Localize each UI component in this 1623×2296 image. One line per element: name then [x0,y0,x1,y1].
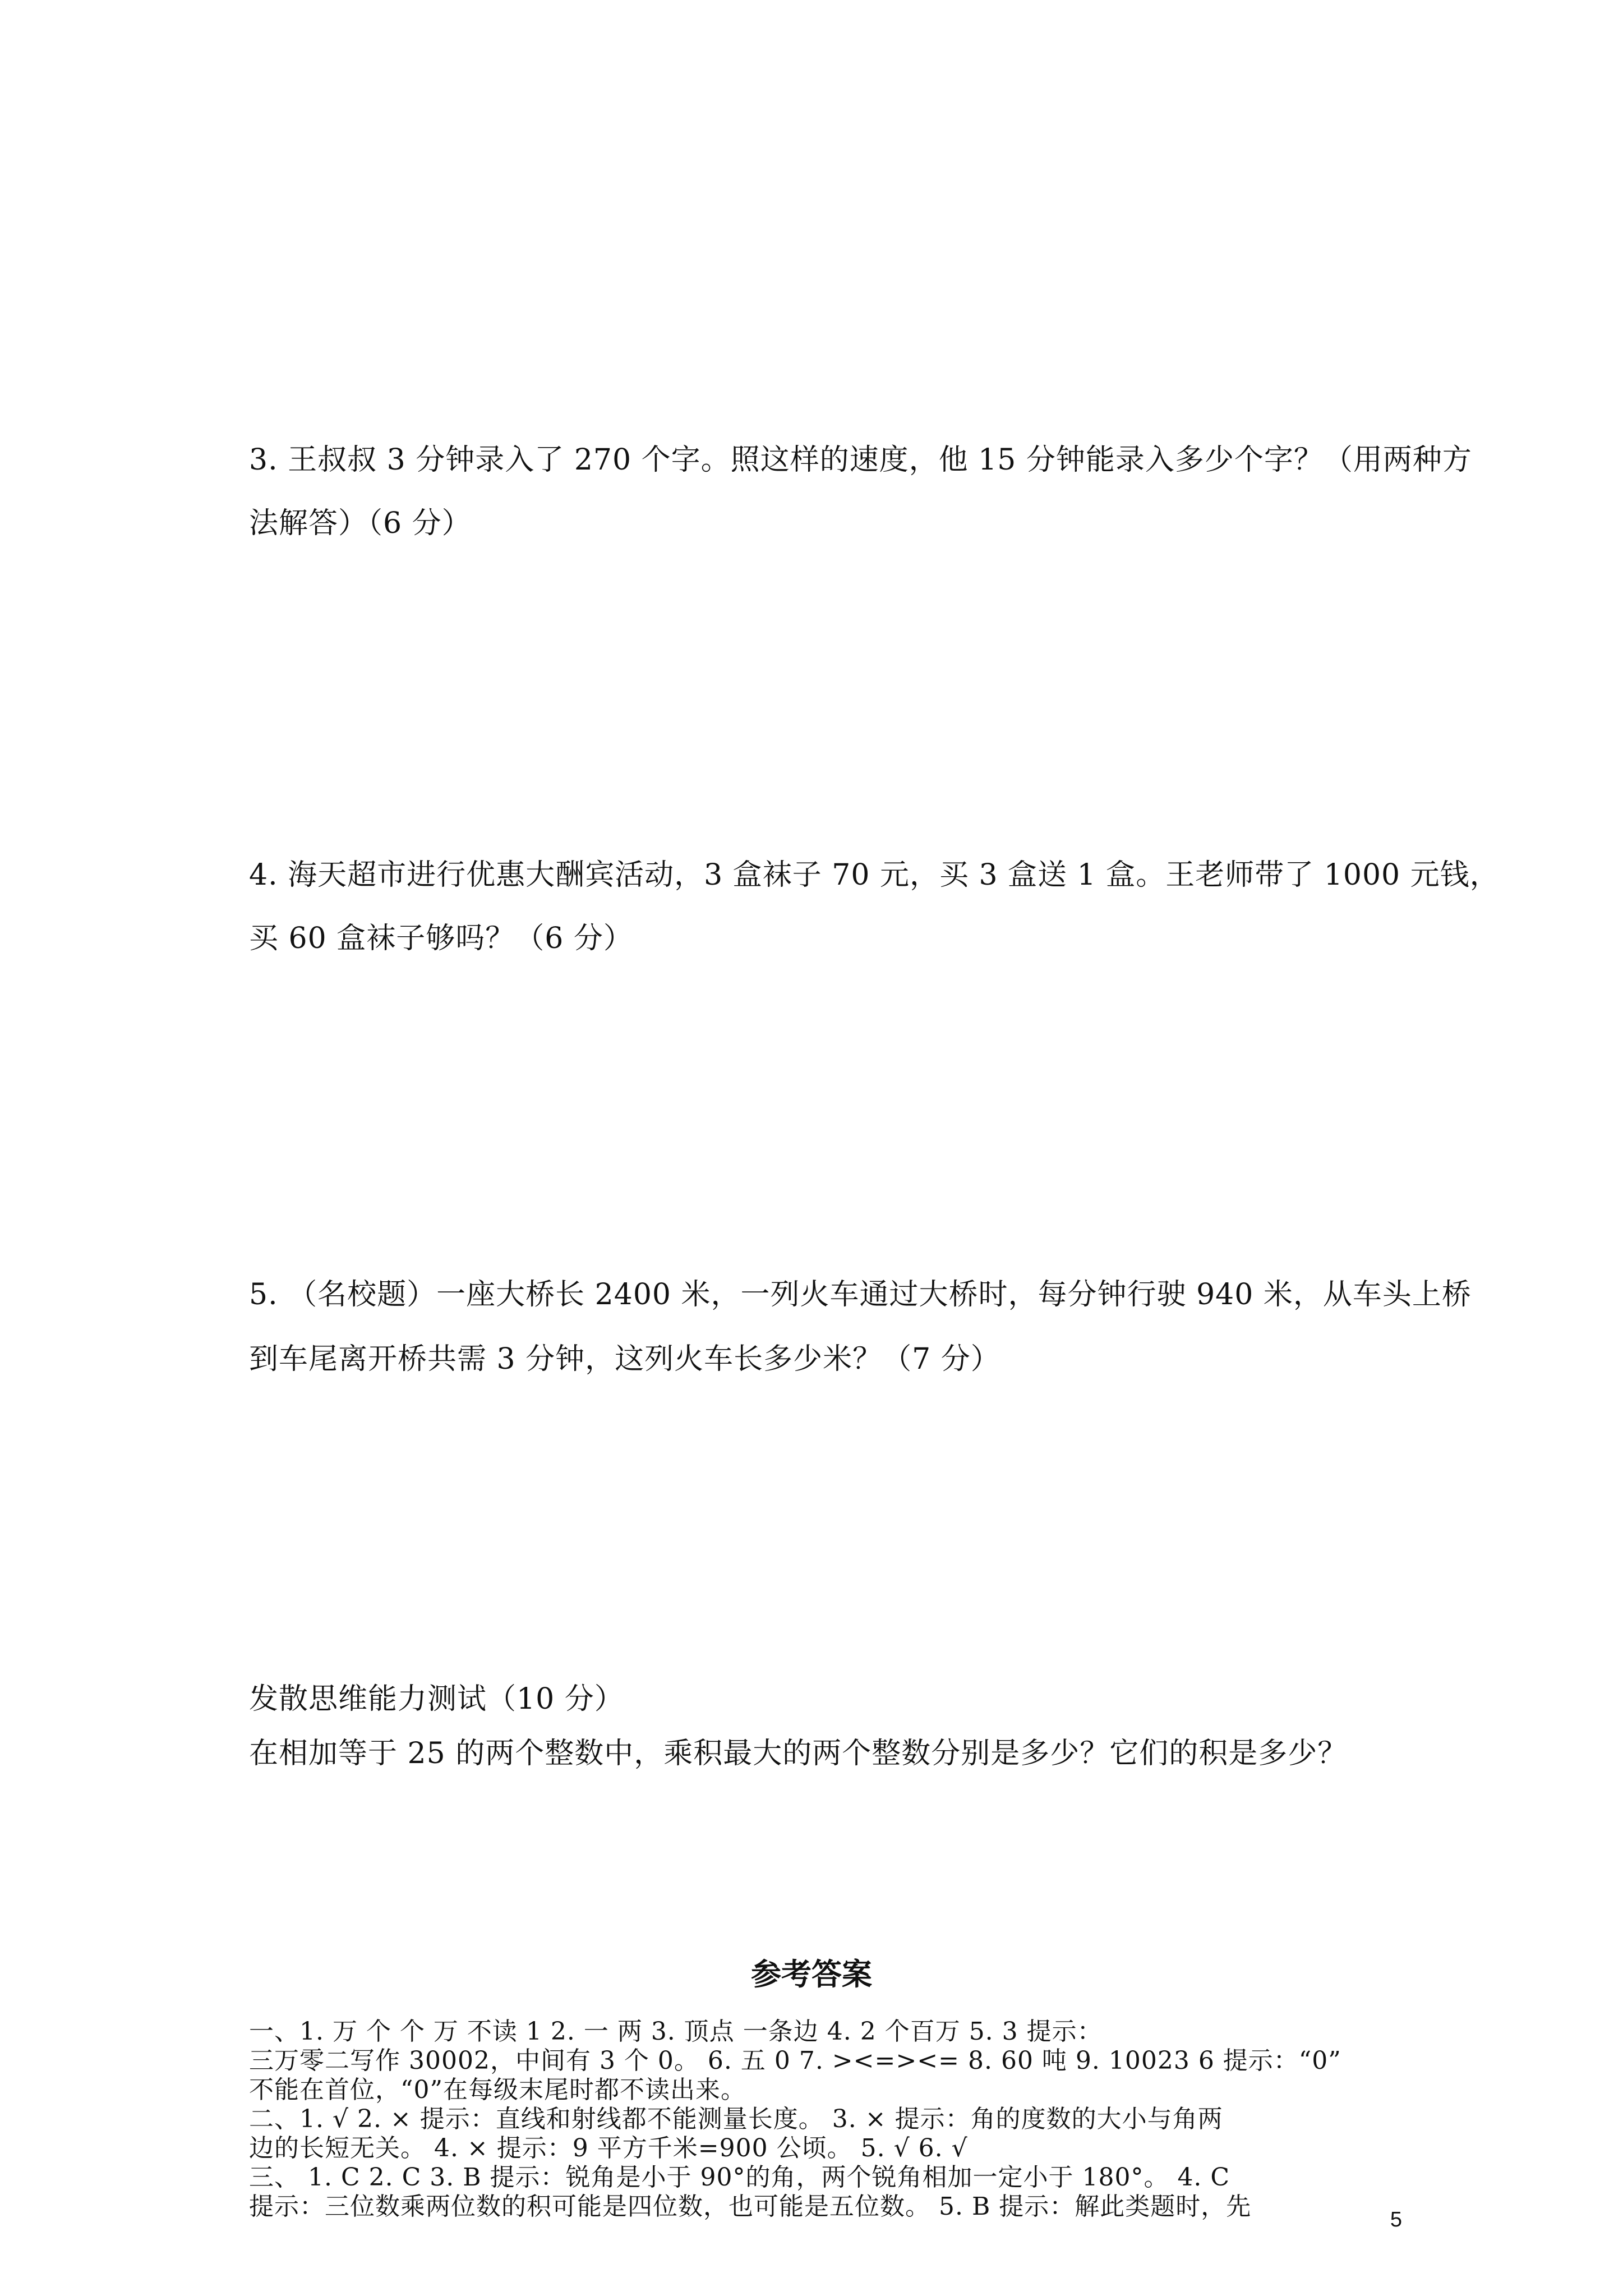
question-4-line-2: 买 60 盒袜子够吗？（6 分） [249,922,633,955]
question-5-line-1: 5. （名校题）一座大桥长 2400 米，一列火车通过大桥时，每分钟行驶 940 米，从车头上桥 [249,1278,1472,1312]
question-3-line-2: 法解答）（6 分） [249,507,472,540]
answer-line-6: 三、 1. C 2. C 3. B 提示：锐角是小于 90°的角，两个锐角相加一定小于 180°。 4. C [249,2163,1230,2192]
answer-line-1: 一、1. 万 个 个 万 不读 1 2. 一 两 3. 顶点 一条边 4. 2 个百万 5. 3 提示： [249,2017,1103,2046]
question-5-line-2: 到车尾离开桥共需 3 分钟，这列火车长多少米？（7 分） [249,1342,1000,1376]
answer-key-title: 参考答案 [751,1956,872,1992]
page-number: 5 [1390,2208,1402,2231]
answer-line-4: 二、1. √ 2. × 提示：直线和射线都不能测量长度。 3. × 提示：角的度数的大小与角两 [249,2105,1223,2133]
answer-line-2: 三万零二写作 30002，中间有 3 个 0。 6. 五 0 7. ><=><= 8. 60 吨 9. 10023 6 提示：“0” [249,2046,1341,2075]
question-4-line-1: 4. 海天超市进行优惠大酬宾活动，3 盒袜子 70 元，买 3 盒送 1 盒。王老师带了 1000 元钱， [249,858,1500,892]
answer-line-7: 提示：三位数乘两位数的积可能是四位数，也可能是五位数。 5. B 提示：解此类题时，先 [249,2192,1252,2221]
answer-line-3: 不能在首位，“0”在每级末尾时都不读出来。 [249,2076,746,2104]
divergent-test-title: 发散思维能力测试（10 分） [249,1682,624,1716]
answer-line-5: 边的长短无关。 4. × 提示：9 平方千米=900 公顷。 5. √ 6. √ [249,2134,968,2162]
question-3-line-1: 3. 王叔叔 3 分钟录入了 270 个字。照这样的速度，他 15 分钟能录入多少个字？（用两种方 [249,443,1472,477]
divergent-test-question: 在相加等于 25 的两个整数中，乘积最大的两个整数分别是多少？它们的积是多少？ [249,1737,1348,1770]
